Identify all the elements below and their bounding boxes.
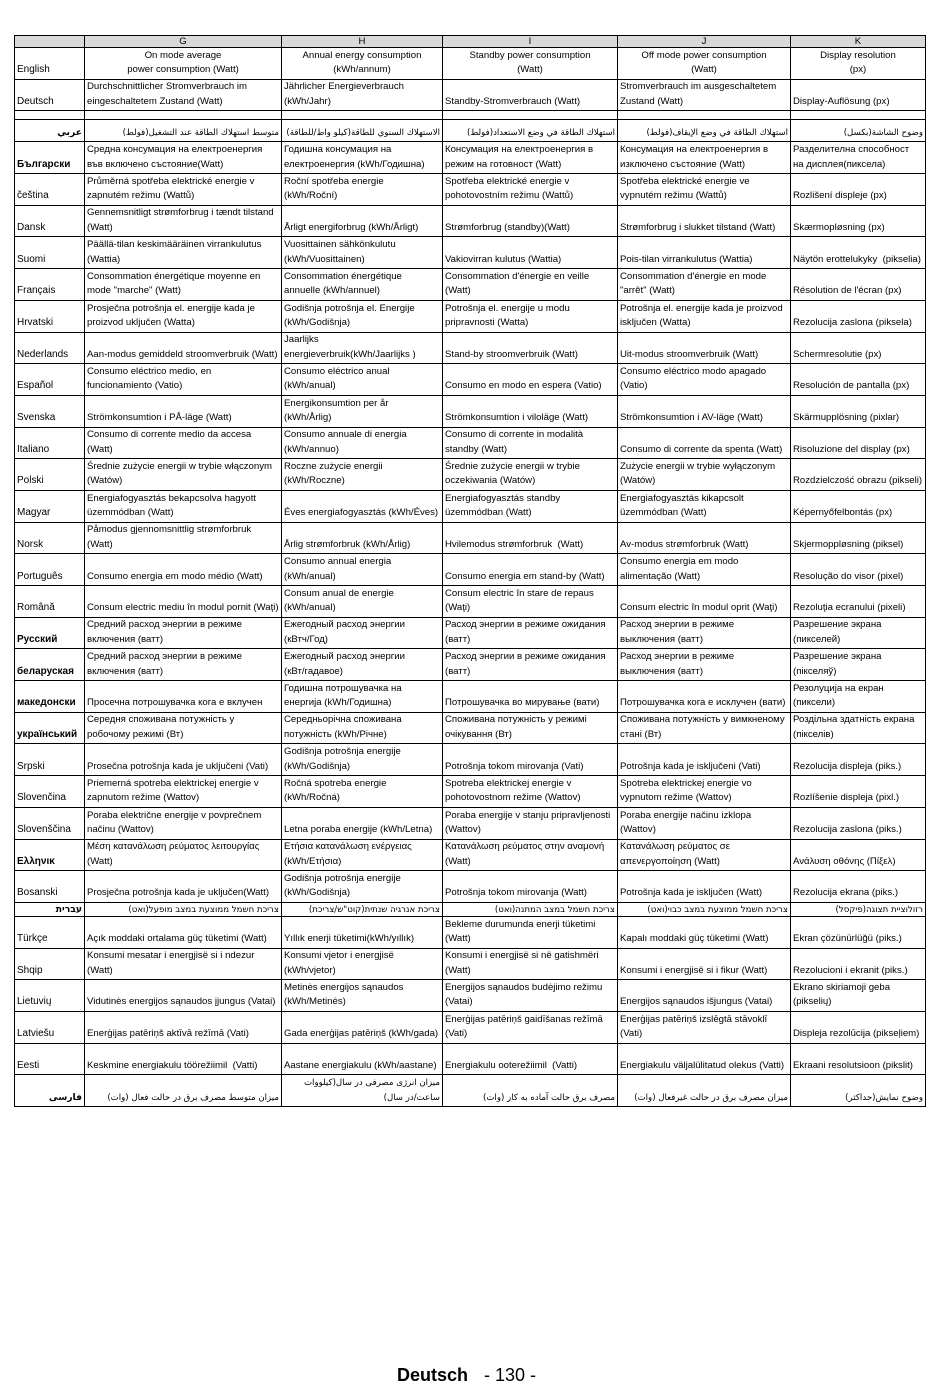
value-cell-g: Průměrná spotřeba elektrické energie v zapnutém režimu (Wattů)	[85, 174, 282, 206]
value-cell-k: Rozlišení displeje (px)	[791, 174, 926, 206]
column-header-k: K	[791, 36, 926, 48]
table-row	[15, 120, 926, 142]
table-row	[15, 490, 926, 522]
value-cell-i: Potrošnja el. energije u modu pripravnosti (Watta)	[443, 300, 618, 332]
value-cell-g: Enerģijas patēriņš aktīvā režīmā (Vati)	[85, 1011, 282, 1043]
spacer-cell	[791, 111, 926, 120]
value-cell-j: Κατανάλωση ρεύματος σε απενεργοποίηση (Watt)	[618, 839, 791, 871]
table-row	[15, 1011, 926, 1043]
value-cell-h: Ежегодный расход энергии (кВт/гадавое)	[282, 649, 443, 681]
language-label: English	[15, 48, 85, 80]
value-cell-g: Gennemsnitligt strømforbrug i tændt tilstand (Watt)	[85, 205, 282, 237]
value-cell-g: متوسط استهلاك الطاقة عند التشغيل(فولط)	[85, 120, 282, 142]
value-cell-j: Stromverbrauch im ausgeschaltetem Zustand (Watt)	[618, 79, 791, 111]
value-cell-k: Näytön erottelukyky (pikselia)	[791, 237, 926, 269]
value-cell-h: Jährlicher Energieverbrauch (kWh/Jahr)	[282, 79, 443, 111]
value-cell-g: Prosječna potrošnja el. energije kada je proizvod uključen (Watta)	[85, 300, 282, 332]
value-cell-h: Godišnja potrošnja el. Energije (kWh/Godišnja)	[282, 300, 443, 332]
spacer-cell	[618, 111, 791, 120]
value-cell-g: Consumo energia em modo médio (Watt)	[85, 554, 282, 586]
spacer-cell	[443, 111, 618, 120]
spacer-cell	[15, 111, 85, 120]
value-cell-j: Kapalı moddaki güç tüketimi (Watt)	[618, 916, 791, 948]
spacer-cell	[282, 111, 443, 120]
table-row	[15, 902, 926, 916]
language-label: Ελληνικ	[15, 839, 85, 871]
value-cell-i: Расход энергии в режиме ожидания (ватт)	[443, 617, 618, 649]
value-cell-j: Потрошувачка кога е исклучен (вати)	[618, 681, 791, 713]
value-cell-k: Képernyőfelbontás (px)	[791, 490, 926, 522]
value-cell-j: Consumo eléctrico modo apagado (Vatio)	[618, 364, 791, 396]
page-footer	[397, 1366, 536, 1384]
value-cell-g: Середня споживана потужність у робочому режимі (Вт)	[85, 712, 282, 744]
value-cell-k: Skärmupplösning (pixlar)	[791, 395, 926, 427]
table-row	[15, 269, 926, 301]
value-cell-j: Расход энергии в режиме выключения (ватт)	[618, 617, 791, 649]
value-cell-g: Consum electric mediu în modul pornit (Waţi)	[85, 586, 282, 618]
language-label: Shqip	[15, 948, 85, 980]
table-row	[15, 948, 926, 980]
value-cell-h: Konsumi vjetor i energjisë (kWh/vjetor)	[282, 948, 443, 980]
value-cell-k: Skjermoppløsning (piksel)	[791, 522, 926, 554]
value-cell-h: Ετήσια κατανάλωση ενέργειας (kWh/Ετήσια)	[282, 839, 443, 871]
value-cell-g: Aan-modus gemiddeld stroomverbruik (Watt)	[85, 332, 282, 364]
table-row	[15, 1075, 926, 1107]
table-row	[15, 174, 926, 206]
value-cell-i: Consumo energia em stand-by (Watt)	[443, 554, 618, 586]
value-cell-i: Spotřeba elektrické energie v pohotovostním režimu (Wattů)	[443, 174, 618, 206]
value-cell-g: Consumo di corrente medio da accesa (Watt)	[85, 427, 282, 459]
value-cell-k: Skærmopløsning (px)	[791, 205, 926, 237]
value-cell-g: Priemerná spotreba elektrickej energie v zapnutom režime (Wattov)	[85, 776, 282, 808]
value-cell-j: Off mode power consumption (Watt)	[618, 48, 791, 80]
table-header	[15, 36, 926, 48]
table-row	[15, 617, 926, 649]
value-cell-g: Средний расход энергии в режиме включения (ватт)	[85, 649, 282, 681]
value-cell-h: צריכת אנרגיה שנתית(קוט"ש/צריכת)	[282, 902, 443, 916]
value-cell-j: צריכת חשמל ממוצעת במצב כבוי(ואט)	[618, 902, 791, 916]
page-number: - 130 -	[484, 1365, 537, 1385]
table-row	[15, 839, 926, 871]
value-cell-k: Résolution de l'écran (px)	[791, 269, 926, 301]
value-cell-h: Consumo eléctrico anual (kWh/anual)	[282, 364, 443, 396]
value-cell-j: Consumo energia em modo alimentação (Watt)	[618, 554, 791, 586]
value-cell-h: Yıllık enerji tüketimi(kWh/yıllık)	[282, 916, 443, 948]
value-cell-k: Rozlíšenie displeja (pixl.)	[791, 776, 926, 808]
value-cell-j: میزان مصرف برق در حالت غیرفعال (وات)	[618, 1075, 791, 1107]
value-cell-g: Keskmine energiakulu töörežiimil (Vatti)	[85, 1043, 282, 1075]
value-cell-k: Ανάλυση οθόνης (Πίξελ)	[791, 839, 926, 871]
value-cell-g: Konsumi mesatar i energjisë si i ndezur (Watt)	[85, 948, 282, 980]
value-cell-j: Consommation d'énergie en mode "arrêt" (Watt)	[618, 269, 791, 301]
value-cell-j: Konsumi i energjisë si i fikur (Watt)	[618, 948, 791, 980]
language-label: Eesti	[15, 1043, 85, 1075]
value-cell-h: Consommation énergétique annuelle (kWh/annuel)	[282, 269, 443, 301]
value-cell-i: Strømforbrug (standby)(Watt)	[443, 205, 618, 237]
table-row	[15, 237, 926, 269]
language-label: Deutsch	[15, 79, 85, 111]
value-cell-j: Potrošnja el. energije kada je proizvod isključen (Watta)	[618, 300, 791, 332]
value-cell-i: Hvilemodus strømforbruk (Watt)	[443, 522, 618, 554]
table-body	[15, 48, 926, 1107]
language-label: беларуская	[15, 649, 85, 681]
value-cell-i: Energiakulu ooterežiimil (Vatti)	[443, 1043, 618, 1075]
footer-language: Deutsch	[397, 1365, 469, 1385]
value-cell-i: Energiafogyasztás standby üzemmódban (Watt)	[443, 490, 618, 522]
language-label: Srpski	[15, 744, 85, 776]
value-cell-k: Resolución de pantalla (px)	[791, 364, 926, 396]
table-row	[15, 332, 926, 364]
value-cell-i: Enerģijas patēriņš gaidīšanas režīmā (Vati)	[443, 1011, 618, 1043]
table-row	[15, 916, 926, 948]
value-cell-h: Середньорічна споживана потужність (kWh/Річне)	[282, 712, 443, 744]
value-cell-g: میزان متوسط مصرف برق در حالت فعال (وات)	[85, 1075, 282, 1107]
language-label: Русский	[15, 617, 85, 649]
language-label: Norsk	[15, 522, 85, 554]
language-label: Dansk	[15, 205, 85, 237]
value-cell-h: Årlig strømforbruk (kWh/Årlig)	[282, 522, 443, 554]
value-cell-k: Разделителна способност на дисплея(пиксела)	[791, 142, 926, 174]
value-cell-j: Energiakulu väljalülitatud olekus (Vatti)	[618, 1043, 791, 1075]
value-cell-h: الاستهلاك السنوي للطاقة(كيلو واط/للطاقة)	[282, 120, 443, 142]
value-cell-j: Spotřeba elektrické energie ve vypnutém režimu (Wattů)	[618, 174, 791, 206]
table-row	[15, 681, 926, 713]
value-cell-g: Vidutinės energijos sąnaudos įjungus (Vatai)	[85, 980, 282, 1012]
value-cell-k: Rezolucija zaslona (piks.)	[791, 807, 926, 839]
value-cell-j: Консумация на електроенергия в изключено състояние (Watt)	[618, 142, 791, 174]
value-cell-g: Prosječna potrošnja kada je uključen(Watt)	[85, 871, 282, 903]
language-label: Hrvatski	[15, 300, 85, 332]
value-cell-g: Średnie zużycie energii w trybie włączonym (Watów)	[85, 459, 282, 491]
language-label: Italiano	[15, 427, 85, 459]
value-cell-h: Godišnja potrošnja energije (kWh/Godišnja)	[282, 871, 443, 903]
table-row	[15, 586, 926, 618]
table-row	[15, 776, 926, 808]
value-cell-h: Годишна консумация на електроенергия (kWh/Годишна)	[282, 142, 443, 174]
table-row	[15, 522, 926, 554]
value-cell-j: Pois-tilan virrankulutus (Wattia)	[618, 237, 791, 269]
value-cell-i: Потрошувачка во мирување (вати)	[443, 681, 618, 713]
language-label: македонски	[15, 681, 85, 713]
value-cell-k: Ekran çözünürlüğü (piks.)	[791, 916, 926, 948]
value-cell-k: Разрешение экрана (пікселяў)	[791, 649, 926, 681]
table-row	[15, 300, 926, 332]
language-label: Español	[15, 364, 85, 396]
value-cell-j: Zużycie energii w trybie wyłączonym (Watów)	[618, 459, 791, 491]
language-label: Magyar	[15, 490, 85, 522]
value-cell-g: Strömkonsumtion i PÅ-läge (Watt)	[85, 395, 282, 427]
language-label: فارسی	[15, 1075, 85, 1107]
value-cell-g: Consommation énergétique moyenne en mode "marche" (Watt)	[85, 269, 282, 301]
table-row	[15, 48, 926, 80]
table-row	[15, 459, 926, 491]
column-header-i: I	[443, 36, 618, 48]
value-cell-i: Stand-by stroomverbruik (Watt)	[443, 332, 618, 364]
language-label: Suomi	[15, 237, 85, 269]
language-label: Nederlands	[15, 332, 85, 364]
value-cell-i: Potrošnja tokom mirovanja (Watt)	[443, 871, 618, 903]
value-cell-i: استهلاك الطاقة في وضع الاستعداد(فولط)	[443, 120, 618, 142]
value-cell-i: Spotreba elektrickej energie v pohotovostnom režime (Wattov)	[443, 776, 618, 808]
value-cell-k: وضوح نمایش(حداکثر)	[791, 1075, 926, 1107]
value-cell-k: Display-Auflösung (px)	[791, 79, 926, 111]
table-row	[15, 395, 926, 427]
value-cell-h: Consumo annuale di energia (kWh/annuo)	[282, 427, 443, 459]
language-label: Polski	[15, 459, 85, 491]
value-cell-h: Roczne zużycie energii (kWh/Roczne)	[282, 459, 443, 491]
language-label: čeština	[15, 174, 85, 206]
language-label: Türkçe	[15, 916, 85, 948]
column-header-g: G	[85, 36, 282, 48]
value-cell-j: Spotreba elektrickej energie vo vypnutom režime (Wattov)	[618, 776, 791, 808]
value-cell-j: Potrošnja kada je isključen (Watt)	[618, 871, 791, 903]
value-cell-g: Prosečna potrošnja kada je uključeni (Vati)	[85, 744, 282, 776]
language-label: Português	[15, 554, 85, 586]
value-cell-h: میزان انرژی مصرفی در سال(کیلووات ساعت/در سال)	[282, 1075, 443, 1107]
value-cell-j: Poraba energije načinu izklopa (Wattov)	[618, 807, 791, 839]
value-cell-i: Консумация на електроенергия в режим на готовност (Watt)	[443, 142, 618, 174]
value-cell-j: Potrošnja kada je isključeni (Vati)	[618, 744, 791, 776]
value-cell-i: Energijos sąnaudos budėjimo režimu (Vatai)	[443, 980, 618, 1012]
table-row	[15, 364, 926, 396]
value-cell-g: Consumo eléctrico medio, en funcionamiento (Vatio)	[85, 364, 282, 396]
value-cell-g: Μέση κατανάλωση ρεύματος λειτουργίας (Watt)	[85, 839, 282, 871]
energy-fiche-table	[14, 35, 926, 1107]
value-cell-k: Rozdzielczość obrazu (pikseli)	[791, 459, 926, 491]
value-cell-g: Средний расход энергии в режиме включения (ватт)	[85, 617, 282, 649]
value-cell-g: On mode average power consumption (Watt)	[85, 48, 282, 80]
table-row	[15, 554, 926, 586]
value-cell-g: Açık moddaki ortalama güç tüketimi (Watt)	[85, 916, 282, 948]
column-header-label	[15, 36, 85, 48]
column-header-h: H	[282, 36, 443, 48]
value-cell-h: Vuosittainen sähkönkulutu (kWh/Vuosittainen)	[282, 237, 443, 269]
value-cell-k: רזולוציית תצוגה(פיקסל)	[791, 902, 926, 916]
value-cell-k: Rezolucija ekrana (piks.)	[791, 871, 926, 903]
value-cell-i: Vakiovirran kulutus (Wattia)	[443, 237, 618, 269]
value-cell-h: Ежегодный расход энергии (кВтч/Год)	[282, 617, 443, 649]
value-cell-j: Расход энергии в режиме выключения (ватт)	[618, 649, 791, 681]
value-cell-h: Consum anual de energie (kWh/anual)	[282, 586, 443, 618]
value-cell-g: Durchschnittlicher Stromverbrauch im eingeschaltetem Zustand (Watt)	[85, 79, 282, 111]
table-row	[15, 427, 926, 459]
language-label: Français	[15, 269, 85, 301]
value-cell-g: צריכת חשמל ממוצעת במצב מופעל(ואט)	[85, 902, 282, 916]
language-label: Svenska	[15, 395, 85, 427]
value-cell-h: Éves energiafogyasztás (kWh/Éves)	[282, 490, 443, 522]
value-cell-i: Κατανάλωση ρεύματος στην αναμονή (Watt)	[443, 839, 618, 871]
table-row	[15, 142, 926, 174]
language-label: عربي	[15, 120, 85, 142]
value-cell-h: Jaarlijks energieverbruik(kWh/Jaarlijks )	[282, 332, 443, 364]
value-cell-j: Consumo di corrente da spenta (Watt)	[618, 427, 791, 459]
language-label: Lietuvių	[15, 980, 85, 1012]
value-cell-j: Av-modus strømforbruk (Watt)	[618, 522, 791, 554]
value-cell-i: مصرف برق حالت آماده به کار (وات)	[443, 1075, 618, 1107]
language-label: український	[15, 712, 85, 744]
value-cell-i: Расход энергии в режиме ожидания (ватт)	[443, 649, 618, 681]
value-cell-g: Poraba električne energije v povprečnem načinu (Wattov)	[85, 807, 282, 839]
table-row	[15, 1043, 926, 1075]
value-cell-j: استهلاك الطاقة في وضع الإيقاف(فولط)	[618, 120, 791, 142]
value-cell-h: Gada enerģijas patēriņš (kWh/gada)	[282, 1011, 443, 1043]
language-label: Română	[15, 586, 85, 618]
value-cell-i: Consommation d'énergie en veille (Watt)	[443, 269, 618, 301]
value-cell-i: Konsumi i energjisë si në gatishmëri (Watt)	[443, 948, 618, 980]
value-cell-j: Energijos sąnaudos išjungus (Vatai)	[618, 980, 791, 1012]
value-cell-h: Årligt energiforbrug (kWh/Årligt)	[282, 205, 443, 237]
value-cell-i: Consum electric în stare de repaus (Waţi)	[443, 586, 618, 618]
value-cell-j: Споживана потужність у вимкненому стані (Вт)	[618, 712, 791, 744]
value-cell-g: Просечна потрошувачка кога е вклучен	[85, 681, 282, 713]
table-row	[15, 871, 926, 903]
value-cell-k: Risoluzione del display (px)	[791, 427, 926, 459]
value-cell-g: Päällä-tilan keskimääräinen virrankulutus (Wattia)	[85, 237, 282, 269]
table-row	[15, 807, 926, 839]
value-cell-j: Strömkonsumtion i AV-läge (Watt)	[618, 395, 791, 427]
value-cell-i: Consumo di corrente in modalità standby (Watt)	[443, 427, 618, 459]
value-cell-j: Uit-modus stroomverbruik (Watt)	[618, 332, 791, 364]
value-cell-k: وضوح الشاشة(بكسل)	[791, 120, 926, 142]
value-cell-k: Резолуција на екран (пиксели)	[791, 681, 926, 713]
language-label: Български	[15, 142, 85, 174]
language-label: Slovenčina	[15, 776, 85, 808]
spacer-cell	[85, 111, 282, 120]
value-cell-h: Ročná spotreba energie (kWh/Ročná)	[282, 776, 443, 808]
value-cell-h: Godišnja potrošnja energije (kWh/Godišnja)	[282, 744, 443, 776]
value-cell-k: Роздільна здатність екрана (пікселів)	[791, 712, 926, 744]
value-cell-j: Consum electric în modul oprit (Waţi)	[618, 586, 791, 618]
value-cell-i: Strömkonsumtion i viloläge (Watt)	[443, 395, 618, 427]
value-cell-k: Rezolucioni i ekranit (piks.)	[791, 948, 926, 980]
value-cell-i: צריכת חשמל במצב המתנה(ואט)	[443, 902, 618, 916]
column-letter-row	[15, 36, 926, 48]
value-cell-h: Letna poraba energije (kWh/Letna)	[282, 807, 443, 839]
value-cell-i: Standby-Stromverbrauch (Watt)	[443, 79, 618, 111]
value-cell-k: Ekrano skiriamoji geba (pikselių)	[791, 980, 926, 1012]
value-cell-i: Consumo en modo en espera (Vatio)	[443, 364, 618, 396]
table-row	[15, 79, 926, 111]
value-cell-h: Consumo annual energia (kWh/anual)	[282, 554, 443, 586]
value-cell-i: Poraba energije v stanju pripravljenosti (Wattov)	[443, 807, 618, 839]
value-cell-h: Metinės energijos sąnaudos (kWh/Metinės)	[282, 980, 443, 1012]
value-cell-j: Energiafogyasztás kikapcsolt üzemmódban (Watt)	[618, 490, 791, 522]
value-cell-h: Annual energy consumption (kWh/annum)	[282, 48, 443, 80]
spacer-row	[15, 111, 926, 120]
table-row	[15, 649, 926, 681]
value-cell-h: Годишна потрошувачка на енергија (kWh/Годишна)	[282, 681, 443, 713]
table-row	[15, 205, 926, 237]
value-cell-h: Aastane energiakulu (kWh/aastane)	[282, 1043, 443, 1075]
value-cell-i: Споживана потужність у режимі очікування (Вт)	[443, 712, 618, 744]
value-cell-i: Standby power consumption (Watt)	[443, 48, 618, 80]
language-label: Bosanski	[15, 871, 85, 903]
language-label: Slovenščina	[15, 807, 85, 839]
table-row	[15, 980, 926, 1012]
value-cell-k: Rezolucija displeja (piks.)	[791, 744, 926, 776]
value-cell-k: Разрешение экрана (пикселей)	[791, 617, 926, 649]
table-row	[15, 744, 926, 776]
value-cell-h: Roční spotřeba energie (kWh/Roční)	[282, 174, 443, 206]
value-cell-i: Bekleme durumunda enerji tüketimi (Watt)	[443, 916, 618, 948]
value-cell-g: Påmodus gjennomsnittlig strømforbruk (Watt)	[85, 522, 282, 554]
column-header-j: J	[618, 36, 791, 48]
value-cell-g: Средна консумация на електроенергия във включено състояние(Watt)	[85, 142, 282, 174]
table-row	[15, 712, 926, 744]
value-cell-j: Strømforbrug i slukket tilstand (Watt)	[618, 205, 791, 237]
value-cell-k: Ekraani resolutsioon (pikslit)	[791, 1043, 926, 1075]
value-cell-k: Display resolution (px)	[791, 48, 926, 80]
value-cell-g: Energiafogyasztás bekapcsolva hagyott üzemmódban (Watt)	[85, 490, 282, 522]
language-label: Latviešu	[15, 1011, 85, 1043]
value-cell-j: Enerģijas patēriņš izslēgtā stāvoklī (Vati)	[618, 1011, 791, 1043]
value-cell-h: Energikonsumtion per år (kWh/Årlig)	[282, 395, 443, 427]
value-cell-k: Rezoluţia ecranului (pixeli)	[791, 586, 926, 618]
value-cell-k: Displeja rezolūcija (pikseļiem)	[791, 1011, 926, 1043]
value-cell-k: Rezolucija zaslona (piksela)	[791, 300, 926, 332]
value-cell-i: Średnie zużycie energii w trybie oczekiwania (Watów)	[443, 459, 618, 491]
value-cell-k: Schermresolutie (px)	[791, 332, 926, 364]
value-cell-i: Potrošnja tokom mirovanja (Vati)	[443, 744, 618, 776]
value-cell-k: Resolução do visor (pixel)	[791, 554, 926, 586]
language-label: עברית	[15, 902, 85, 916]
